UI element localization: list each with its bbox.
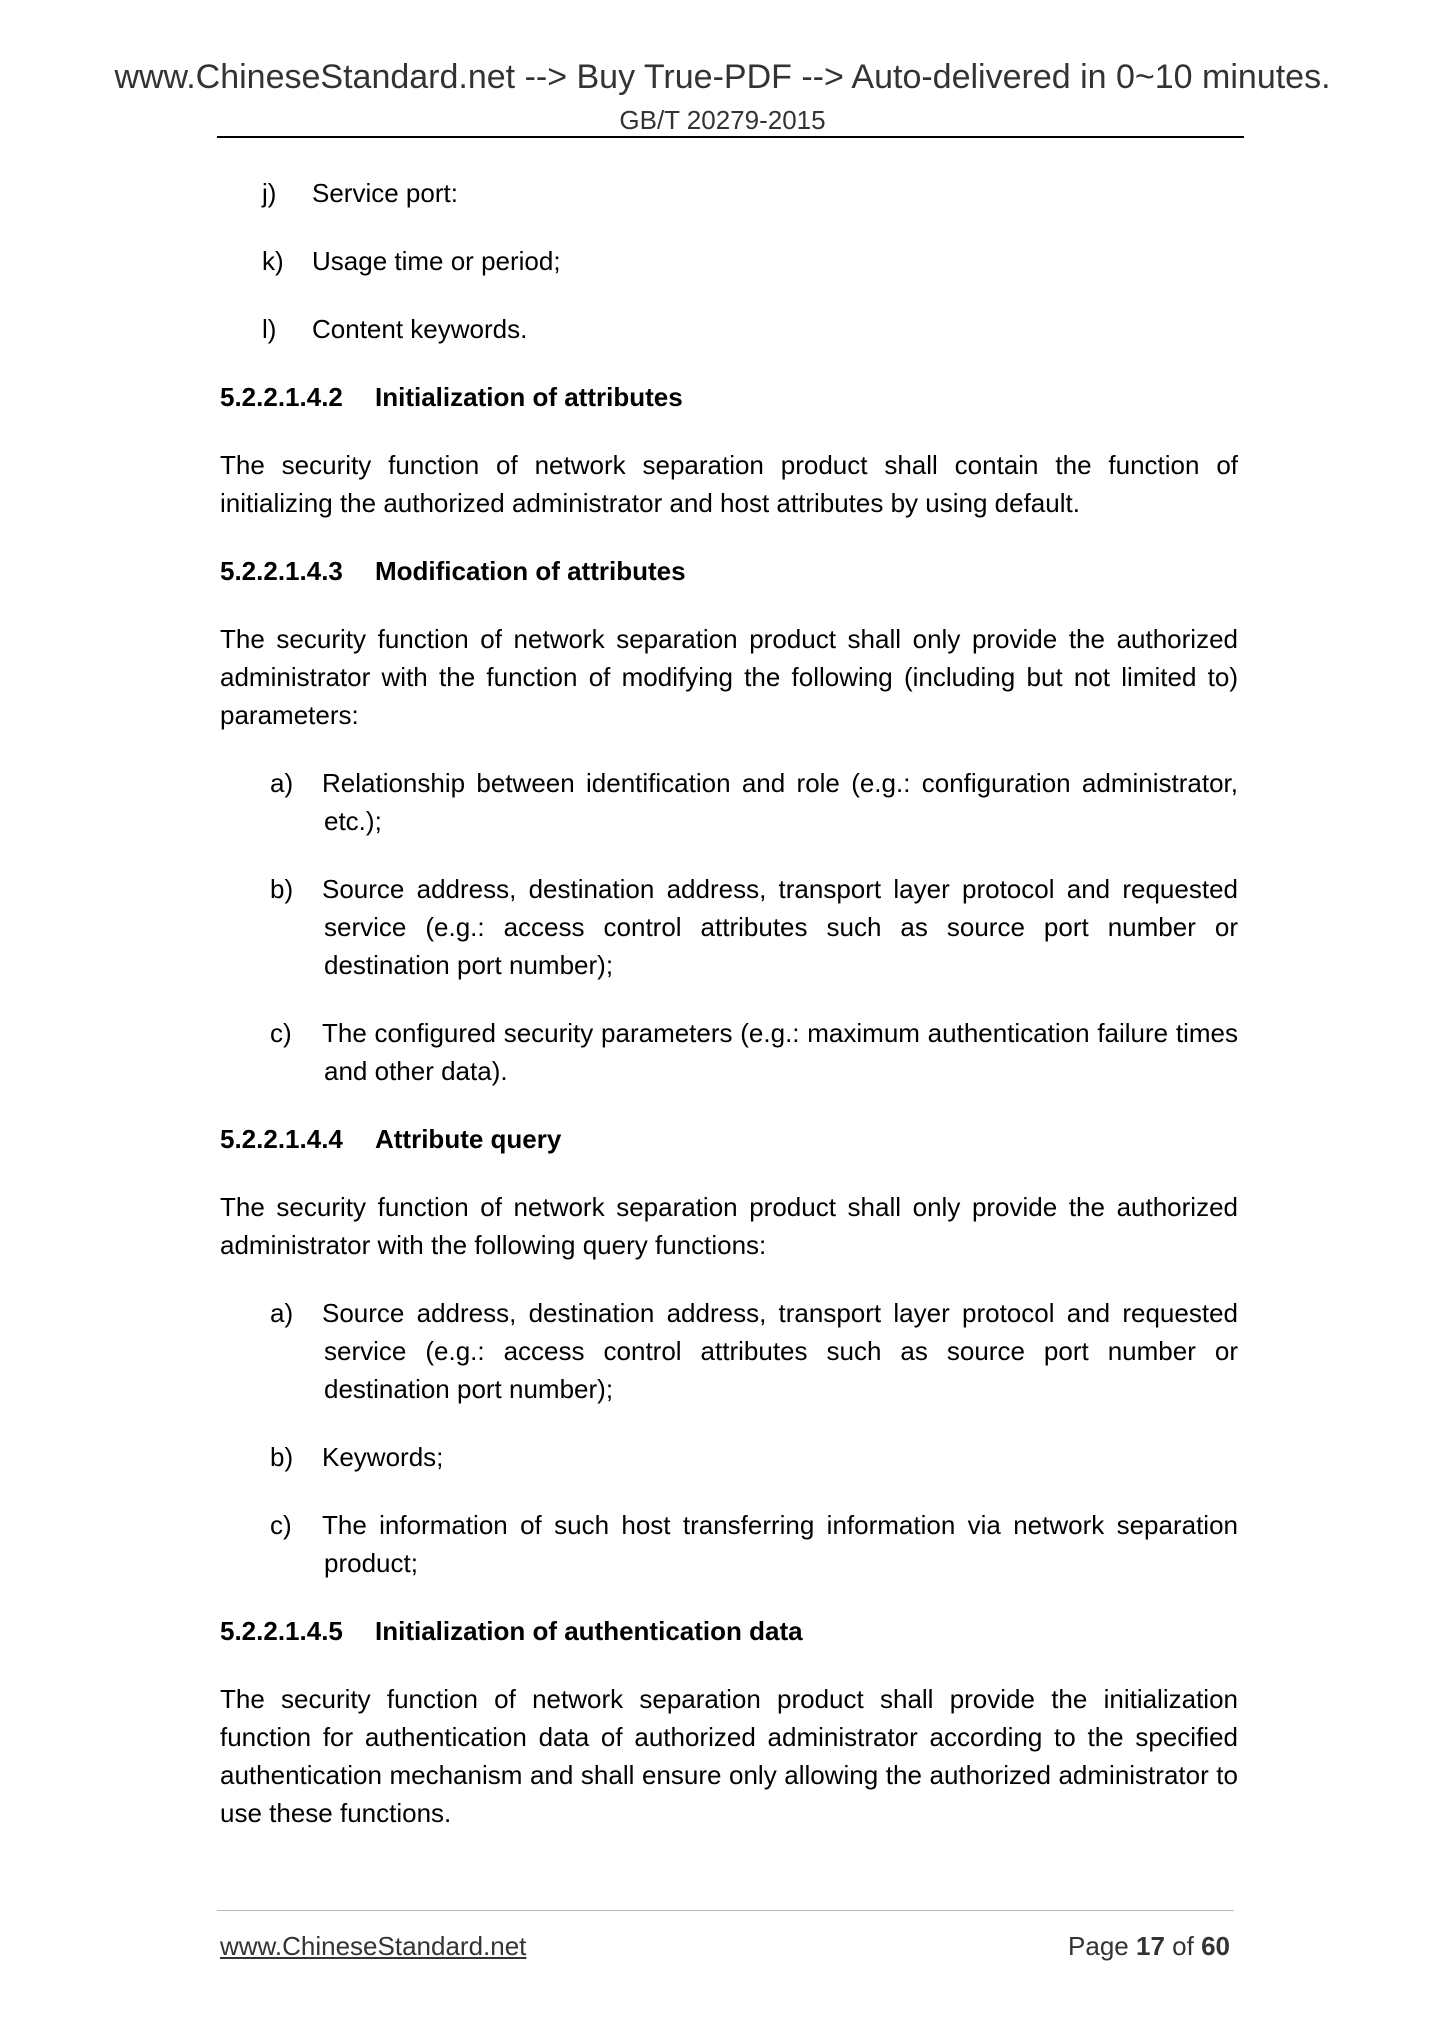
current-page-number: 17	[1136, 1931, 1165, 1961]
list-item	[262, 174, 1238, 212]
list-item	[270, 1014, 1238, 1090]
header-divider	[217, 136, 1244, 138]
section-title: Initialization of attributes	[375, 382, 683, 412]
footer-site-link[interactable]: www.ChineseStandard.net	[220, 1931, 527, 1961]
page-indicator	[1068, 1931, 1230, 1962]
list-marker: k)	[262, 246, 284, 276]
section-title: Attribute query	[375, 1124, 562, 1154]
list-item-text: The information of such host transferring information via network separation product;	[322, 1510, 1238, 1578]
list-item-text: Relationship between identification and role (e.g.: configuration administrator, etc.);	[322, 768, 1238, 836]
footer-divider	[217, 1910, 1234, 1911]
list-item	[270, 1438, 1238, 1476]
list-item-text: The configured security parameters (e.g.: maximum authentication failure times and other data).	[322, 1018, 1238, 1086]
list-item	[270, 870, 1238, 984]
list-marker: l)	[262, 314, 277, 344]
section-paragraph: The security function of network separation product shall only provide the authorized administrator with the function of modifying the following (including but not limited to) parameters:	[220, 624, 1238, 730]
section-heading	[220, 552, 1238, 590]
page-word: Page	[1068, 1931, 1129, 1961]
intro-list	[220, 174, 1238, 348]
section-number: 5.2.2.1.4.3	[220, 556, 343, 586]
list-item-text: Content keywords.	[312, 314, 528, 344]
section-number: 5.2.2.1.4.4	[220, 1124, 343, 1154]
list-marker: b)	[270, 874, 294, 904]
section-heading	[220, 378, 1238, 416]
section-heading	[220, 1120, 1238, 1158]
list-marker: c)	[270, 1018, 292, 1048]
list-marker: b)	[270, 1442, 294, 1472]
list-item	[262, 310, 1238, 348]
parameter-list	[220, 764, 1238, 1090]
section-paragraph: The security function of network separation product shall provide the initialization function for authentication data of authorized administrator according to the specified authentication mechanism and shall ensure only allowing the authorized administrator to use these functions.	[220, 1684, 1238, 1828]
standard-number: GB/T 20279-2015	[619, 105, 826, 135]
section-heading	[220, 1612, 1238, 1650]
section-title: Initialization of authentication data	[375, 1616, 803, 1646]
section-number: 5.2.2.1.4.5	[220, 1616, 343, 1646]
list-item	[270, 764, 1238, 840]
page-content	[220, 174, 1238, 1862]
header-banner: www.ChineseStandard.net --> Buy True-PDF --> Auto-delivered in 0~10 minutes.	[114, 58, 1331, 96]
list-item-text: Usage time or period;	[312, 246, 561, 276]
list-item	[270, 1506, 1238, 1582]
list-item-text: Service port:	[312, 178, 458, 208]
list-marker: a)	[270, 1298, 294, 1328]
page-of-word: of	[1172, 1931, 1194, 1961]
query-list	[220, 1294, 1238, 1582]
list-item-text: Source address, destination address, transport layer protocol and requested service (e.g.: access control attributes such as source port number or destination port number);	[322, 1298, 1238, 1404]
list-item	[270, 1294, 1238, 1408]
list-item-text: Keywords;	[322, 1442, 444, 1472]
section-title: Modification of attributes	[375, 556, 686, 586]
section-number: 5.2.2.1.4.2	[220, 382, 343, 412]
section-paragraph: The security function of network separation product shall contain the function of initializing the authorized administrator and host attributes by using default.	[220, 450, 1238, 518]
list-item-text: Source address, destination address, transport layer protocol and requested service (e.g.: access control attributes such as source port number or destination port number);	[322, 874, 1238, 980]
total-pages-number: 60	[1201, 1931, 1230, 1961]
section-paragraph: The security function of network separation product shall only provide the authorized administrator with the following query functions:	[220, 1192, 1238, 1260]
list-marker: c)	[270, 1510, 292, 1540]
list-marker: j)	[262, 178, 277, 208]
list-marker: a)	[270, 768, 294, 798]
list-item	[262, 242, 1238, 280]
